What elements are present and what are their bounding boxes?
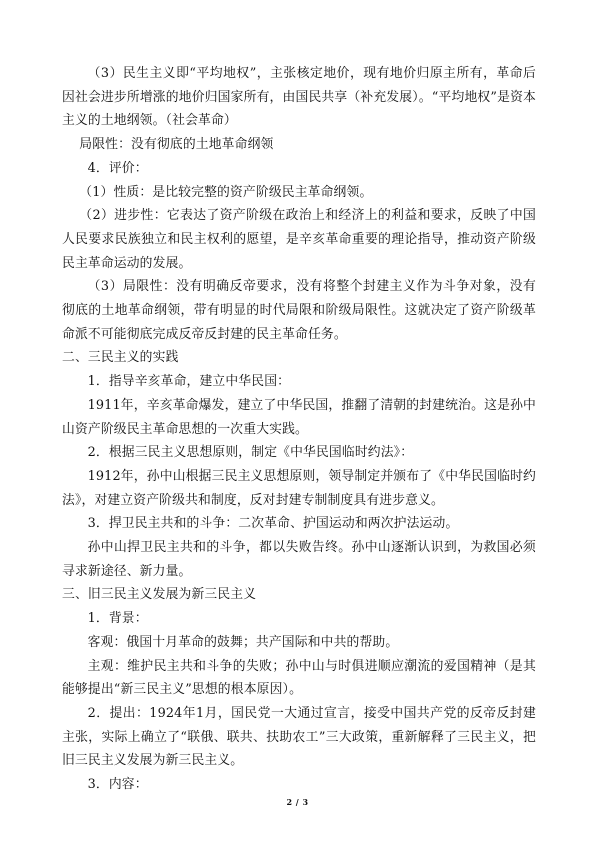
heading-evaluation: 4．评价： — [87, 160, 148, 176]
paragraph-background-objective: 客观：俄国十月革命的鼓舞；共产国际和中共的帮助。 — [87, 634, 399, 650]
heading-defend-republic: 3．捍卫民主共和的斗争：二次革命、护国运动和两次护法运动。 — [87, 516, 459, 532]
paragraph-1911-revolution: 1911年，辛亥革命爆发，建立了中华民国，推翻了清朝的封建统治。这是孙中山资产阶级民主革命思想的一次重大实践。 — [62, 397, 536, 437]
heading-provisional-constitution: 2．根据三民主义思想原则，制定《中华民国临时约法》： — [87, 445, 414, 461]
document-body — [62, 62, 536, 797]
heading-background: 1．背景： — [87, 611, 148, 627]
paragraph-proposal: 2．提出：1924年1月，国民党一大通过宣言，接受中国共产党的反帝反封建主张，实际上确立了“联俄、联共、扶助农工”三大政策，重新解释了三民主义，把旧三民主义发展为新三民主义。 — [62, 705, 536, 769]
section-heading-practice: 二、三民主义的实践 — [62, 350, 179, 366]
section-heading-new-principles: 三、旧三民主义发展为新三民主义 — [62, 587, 257, 603]
heading-content: 3．内容： — [87, 777, 148, 793]
paragraph-background-subjective: 主观：维护民主共和斗争的失败；孙中山与时俱进顺应潮流的爱国精神（是其能够提出“新三民主义”思想的根本原因）。 — [62, 658, 536, 698]
paragraph-evaluation-progressiveness: （2）进步性：它表达了资产阶级在政治上和经济上的利益和要求，反映了中国人民要求民族独立和民主权利的愿望，是辛亥革命重要的理论指导，推动资产阶级民主革命运动的发展。 — [62, 208, 536, 271]
paragraph-evaluation-nature: （1）性质：是比较完整的资产阶级民主革命纲领。 — [79, 184, 373, 200]
heading-guide-revolution: 1．指导辛亥革命，建立中华民国： — [87, 374, 291, 390]
paragraph-minsheng-limitation: 局限性：没有彻底的土地革命纲领 — [79, 137, 274, 153]
paragraph-1912-constitution: 1912年，孙中山根据三民主义思想原则，领导制定并颁布了《中华民国临时约法》，对建立资产阶级共和制度，反对封建专制制度具有进步意义。 — [62, 468, 536, 508]
paragraph-evaluation-limitations: （3）局限性：没有明确反帝要求，没有将整个封建主义作为斗争对象，没有彻底的土地革命纲领，带有明显的时代局限和阶级局限性。这就决定了资产阶级革命派不可能彻底完成反帝反封建的民主革命任务。 — [62, 279, 536, 342]
paragraph-defend-republic-result: 孙中山捍卫民主共和的斗争，都以失败告终。孙中山逐渐认识到，为救国必须寻求新途径、新力量。 — [62, 540, 536, 579]
paragraph-minsheng-principle: （3）民生主义即“平均地权”，主张核定地价，现有地价归原主所有，革命后因社会进步所增涨的地价归国家所有，由国民共享（补充发展）。“平均地权”是资本主义的土地纲领。（社会革命） — [62, 66, 536, 129]
page-number: 2 / 3 — [286, 797, 309, 807]
